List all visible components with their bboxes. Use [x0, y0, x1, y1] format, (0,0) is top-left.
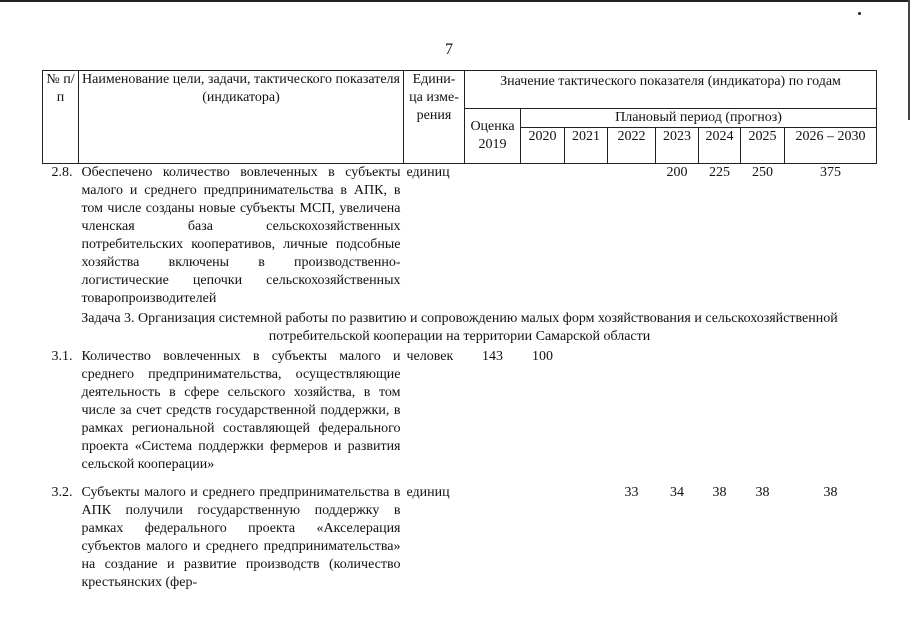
- table-row: [43, 474, 877, 592]
- header-year: 2021: [565, 128, 608, 164]
- row-value: 34: [670, 485, 684, 500]
- header-year: 2024: [699, 128, 741, 164]
- header-year: 2026 – 2030: [785, 128, 877, 164]
- row-value: 375: [820, 165, 842, 180]
- row-value: [565, 164, 608, 309]
- scan-speck: [858, 12, 861, 15]
- row-number: 3.2.: [51, 485, 73, 500]
- row-value: 38: [823, 485, 838, 500]
- row-value: [565, 474, 608, 592]
- page-number: 7: [445, 41, 453, 58]
- row-name: Обеспечено количество вовлеченных в субъекты малого и среднего предпринимательства в АПК, в том числе созданы новые субъекты МСП, увеличена членская база сельскохозяйственных потребительских кооперативов, личные подсобные хозяйства включены в производственно-логистические цепочки сельскохозяйственных товаропроизводителей: [81, 165, 401, 306]
- row-value: 38: [712, 485, 727, 500]
- header-num: № п/п: [43, 71, 79, 164]
- header-planned: Плановый период (прогноз): [521, 109, 877, 128]
- row-value: [521, 164, 565, 309]
- row-value: [608, 348, 656, 474]
- scan-border-top: [0, 0, 910, 2]
- row-value: [465, 164, 521, 309]
- row-value: 200: [666, 165, 688, 180]
- row-value: 143: [482, 349, 503, 364]
- header-unit: Едини-ца изме-рения: [404, 71, 465, 164]
- row-value: [465, 474, 521, 592]
- header-values-title: Значение тактического показателя (индикатора) по годам: [465, 71, 877, 109]
- row-unit: единиц: [406, 165, 450, 180]
- row-value: 225: [709, 165, 730, 180]
- row-value: [699, 348, 741, 474]
- row-number: 3.1.: [51, 349, 73, 364]
- task-heading-row: [43, 308, 877, 348]
- header-year: 2025: [741, 128, 785, 164]
- row-value: [521, 474, 565, 592]
- table-row: [43, 348, 877, 474]
- header-year: 2023: [656, 128, 699, 164]
- row-value: [785, 348, 877, 474]
- header-name: Наименование цели, задачи, тактического показателя (индикатора): [79, 71, 404, 164]
- row-unit: единиц: [406, 485, 450, 500]
- row-value: [565, 348, 608, 474]
- header-estimate: Оценка 2019: [465, 109, 521, 164]
- row-number: 2.8.: [51, 165, 73, 180]
- row-value: 100: [532, 349, 553, 364]
- row-value: 33: [624, 485, 639, 500]
- row-value: 38: [755, 485, 770, 500]
- header-year: 2022: [608, 128, 656, 164]
- task-heading: Задача 3. Организация системной работы по развитию и сопровождению малых форм хозяйствования и сельскохозяйственной потребительской кооперации на территории Самарской области: [81, 311, 838, 344]
- indicators-table: [42, 70, 877, 592]
- header-year: 2020: [521, 128, 565, 164]
- row-name: Субъекты малого и среднего предпринимательства в АПК получили государственную поддержку в рамках федерального проекта «Акселерация субъектов малого и среднего предпринимательства» на создание и развитие производств (количество крестьянских (фер-: [81, 485, 401, 590]
- table-row: [43, 164, 877, 309]
- row-value: [608, 164, 656, 309]
- row-value: [656, 348, 699, 474]
- row-name: Количество вовлеченных в субъекты малого и среднего предпринимательства, осуществляющие деятельность в сфере сельского хозяйства, в том числе за счет средств государственной поддержки, в рамках региональной составляющей федерального проекта «Система поддержки фермеров и развития сельской кооперации»: [81, 349, 401, 472]
- row-value: 250: [752, 165, 773, 180]
- row-unit: человек: [406, 349, 454, 364]
- row-value: [741, 348, 785, 474]
